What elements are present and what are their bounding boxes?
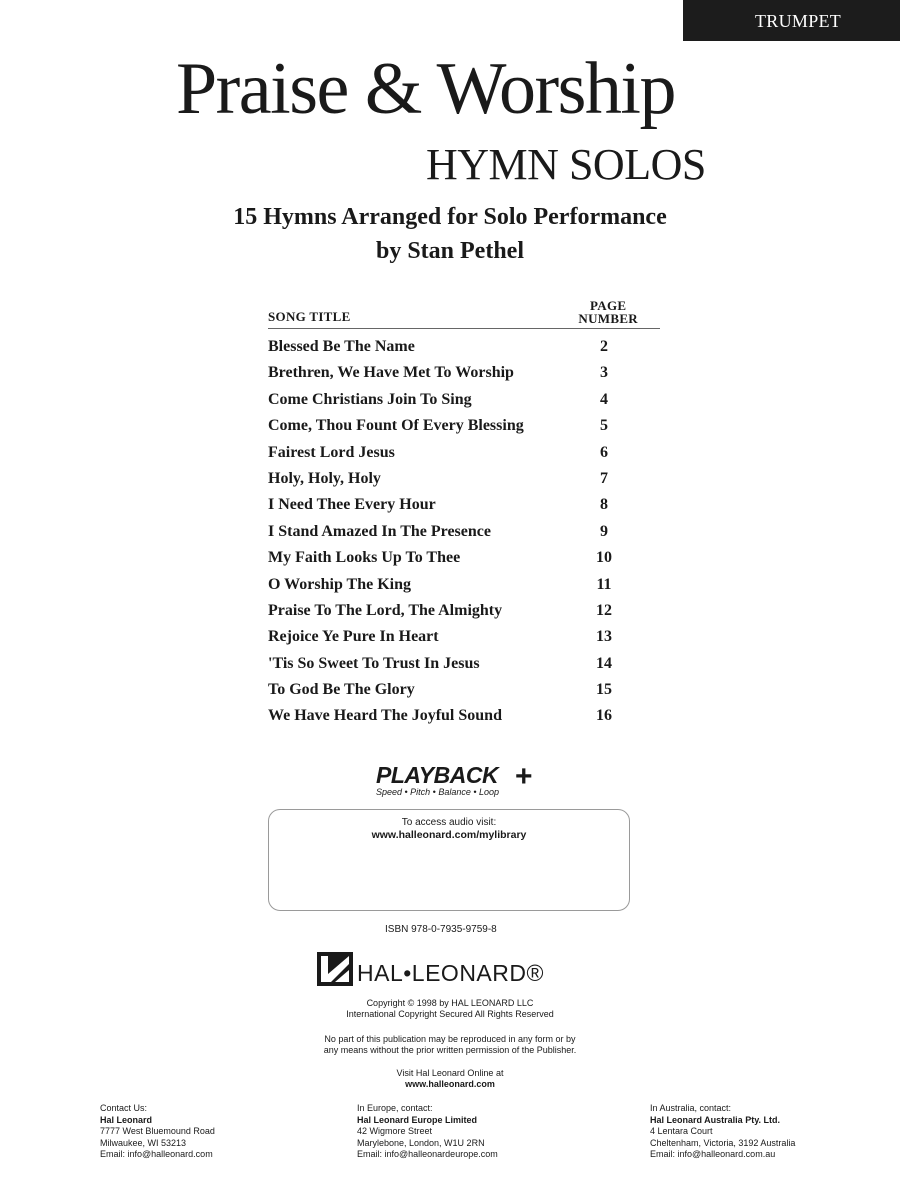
toc-page-number: 11: [596, 575, 612, 593]
publisher-logo-text: HAL•LEONARD®: [357, 960, 544, 986]
instrument-tab: [683, 0, 900, 41]
toc-song-title: Come Christians Join To Sing: [268, 390, 472, 408]
visit-line: Visit Hal Leonard Online at: [396, 1068, 504, 1078]
book-subtitle: HYMN SOLOS: [426, 140, 706, 189]
access-instructions: To access audio visit:: [401, 817, 497, 828]
contact-address: 7777 West Bluemound Road: [100, 1126, 215, 1136]
table-of-contents: [268, 292, 660, 729]
copyright-line: Copyright © 1998 by HAL LEONARD LLC: [366, 998, 534, 1008]
instrument-label: TRUMPET: [755, 11, 842, 31]
toc-page-number: 6: [600, 443, 608, 461]
toc-rows: [268, 333, 660, 729]
copyright-line: International Copyright Secured All Rights Reserved: [346, 1009, 554, 1019]
contact-europe-block: [357, 1103, 498, 1161]
audio-access-box: [268, 809, 630, 911]
toc-page-number: 8: [600, 496, 608, 514]
contact-email[interactable]: Email: info@halleonardeurope.com: [357, 1149, 498, 1159]
contact-name: Hal Leonard Europe Limited: [357, 1114, 478, 1125]
contact-heading: Contact Us:: [100, 1103, 148, 1113]
access-url-link[interactable]: www.halleonard.com/mylibrary: [371, 829, 527, 841]
toc-song-title: I Stand Amazed In The Presence: [268, 522, 491, 540]
toc-row: [268, 623, 660, 649]
contact-address: 4 Lentara Court: [650, 1126, 713, 1136]
contact-australia-block: [650, 1103, 795, 1161]
toc-row: [268, 412, 660, 438]
toc-row: [268, 465, 660, 491]
playback-tagline: Speed • Pitch • Balance • Loop: [376, 787, 500, 797]
toc-page-number: 15: [596, 681, 612, 699]
toc-row: [268, 702, 660, 728]
contact-address: Cheltenham, Victoria, 3192 Australia: [650, 1137, 796, 1148]
website-link[interactable]: www.halleonard.com: [405, 1079, 495, 1089]
book-title: Praise & Worship: [176, 48, 675, 130]
toc-page-number: 7: [600, 469, 608, 487]
isbn: ISBN 978-0-7935-9759-8: [385, 924, 497, 935]
toc-row: [268, 571, 660, 597]
toc-row: [268, 359, 660, 385]
toc-header: [268, 292, 660, 329]
toc-page-number: 14: [596, 654, 612, 672]
toc-header-title: SONG TITLE: [268, 309, 351, 324]
toc-row: [268, 676, 660, 702]
toc-song-title: Fairest Lord Jesus: [268, 443, 395, 461]
toc-page-number: 13: [596, 628, 612, 646]
toc-page-number: 9: [600, 522, 608, 540]
playback-plus-icon: +: [515, 760, 533, 793]
copyright-notice: [0, 998, 900, 1020]
description-line: 15 Hymns Arranged for Solo Performance: [233, 204, 667, 230]
toc-song-title: To God Be The Glory: [268, 681, 415, 699]
toc-song-title: Rejoice Ye Pure In Heart: [268, 628, 439, 646]
toc-song-title: Praise To The Lord, The Almighty: [268, 601, 503, 619]
toc-song-title: We Have Heard The Joyful Sound: [268, 707, 502, 725]
toc-header-page: [578, 299, 638, 325]
toc-song-title: O Worship The King: [268, 575, 412, 593]
toc-song-title: Holy, Holy, Holy: [268, 469, 381, 487]
toc-page-number: 2: [600, 338, 608, 355]
reproduction-notice: [0, 1034, 900, 1056]
contact-email[interactable]: Email: info@halleonard.com.au: [650, 1149, 776, 1159]
author-line: by Stan Pethel: [375, 238, 524, 264]
contact-us-block: [100, 1103, 215, 1161]
toc-song-title: 'Tis So Sweet To Trust In Jesus: [268, 654, 480, 672]
toc-row: [268, 650, 660, 676]
notice-line: any means without the prior written permission of the Publisher.: [323, 1045, 577, 1055]
contact-name: Hal Leonard Australia Pty. Ltd.: [650, 1114, 781, 1125]
toc-page-number: 5: [600, 417, 608, 435]
toc-page-number: 16: [596, 707, 612, 725]
toc-header-page-line2: NUMBER: [578, 311, 638, 326]
toc-song-title: I Need Thee Every Hour: [268, 496, 436, 514]
notice-line: No part of this publication may be reproduced in any form or by: [324, 1034, 576, 1044]
contact-email[interactable]: Email: info@halleonard.com: [100, 1149, 213, 1159]
playback-logo: [376, 760, 533, 797]
toc-row: [268, 386, 660, 412]
toc-song-title: My Faith Looks Up To Thee: [268, 549, 461, 567]
contact-heading: In Europe, contact:: [357, 1103, 433, 1113]
toc-row: [268, 491, 660, 517]
toc-song-title: Brethren, We Have Met To Worship: [268, 364, 514, 382]
visit-online: [0, 1068, 900, 1090]
toc-page-number: 10: [596, 549, 612, 567]
contact-address: Marylebone, London, W1U 2RN: [357, 1137, 485, 1148]
toc-row: [268, 333, 660, 359]
contact-address: 42 Wigmore Street: [357, 1126, 433, 1136]
toc-page-number: 4: [600, 390, 608, 408]
hal-leonard-mark-icon: [317, 952, 353, 986]
toc-header-page-line1: PAGE: [590, 298, 627, 313]
toc-row: [268, 518, 660, 544]
toc-song-title: Come, Thou Fount Of Every Blessing: [268, 417, 524, 435]
contact-address: Milwaukee, WI 53213: [100, 1137, 187, 1148]
playback-logo-text: PLAYBACK: [376, 762, 499, 788]
toc-row: [268, 597, 660, 623]
toc-song-title: Blessed Be The Name: [268, 338, 415, 355]
toc-page-number: 12: [596, 601, 612, 619]
toc-row: [268, 439, 660, 465]
toc-row: [268, 544, 660, 570]
contact-heading: In Australia, contact:: [650, 1103, 732, 1113]
toc-page-number: 3: [600, 364, 608, 382]
contact-name: Hal Leonard: [100, 1114, 153, 1125]
